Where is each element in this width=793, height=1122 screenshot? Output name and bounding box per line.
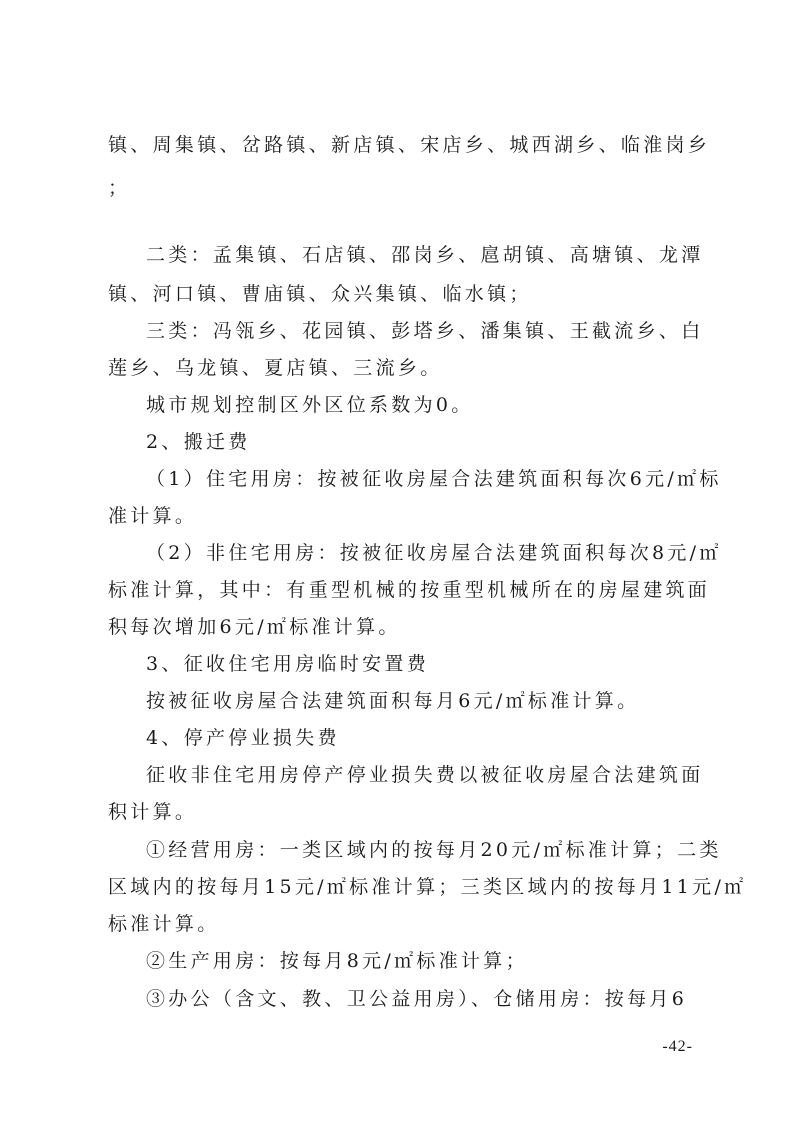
text-line: ②生产用房：按每月8元/㎡标准计算；	[146, 950, 528, 972]
page-number: -42-	[662, 1038, 693, 1055]
text-line: 积每次增加6元/㎡标准计算。	[108, 616, 401, 638]
text-line: （2）非住宅用房：按被征收房屋合法建筑面积每次8元/㎡	[146, 542, 722, 564]
text-line: （1）住宅用房：按被征收房屋合法建筑面积每次6元/㎡标	[146, 468, 722, 490]
text-line: 三类：冯瓴乡、花园镇、彭塔乡、潘集镇、王截流乡、白	[146, 320, 704, 342]
text-line: ；	[108, 177, 131, 199]
text-line: ①经营用房：一类区域内的按每月20元/㎡标准计算；二类	[146, 839, 722, 861]
text-line: 标准计算。	[108, 913, 220, 935]
text-line: 征收非住宅用房停产停业损失费以被征收房屋合法建筑面	[146, 764, 704, 786]
text-line: 镇、周集镇、岔路镇、新店镇、宋店乡、城西湖乡、临淮岗乡	[108, 134, 711, 156]
text-line: ③办公（含文、教、卫公益用房）、仓储用房：按每月6	[146, 988, 688, 1010]
text-line: 积计算。	[108, 801, 198, 823]
text-line: 区域内的按每月15元/㎡标准计算；三类区域内的按每月11元/㎡	[108, 876, 747, 898]
text-line: 准计算。	[108, 505, 198, 527]
section-heading: 3、征收住宅用房临时安置费	[146, 653, 429, 675]
text-line: 莲乡、乌龙镇、夏店镇、三流乡。	[108, 357, 443, 379]
text-line: 镇、河口镇、曹庙镇、众兴集镇、临水镇；	[108, 283, 532, 305]
text-line: 标准计算，其中：有重型机械的按重型机械所在的房屋建筑面	[108, 579, 711, 601]
section-heading: 2、搬迁费	[146, 431, 251, 453]
text-line: 二类：孟集镇、石店镇、邵岗乡、扈胡镇、高塘镇、龙潭	[146, 244, 704, 266]
section-heading: 4、停产停业损失费	[146, 727, 340, 749]
text-line: 按被征收房屋合法建筑面积每月6元/㎡标准计算。	[146, 690, 640, 712]
text-line: 城市规划控制区外区位系数为0。	[146, 394, 474, 416]
